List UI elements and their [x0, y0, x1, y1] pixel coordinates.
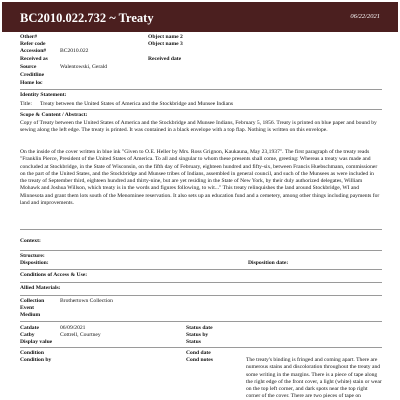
- record-content: [20, 34, 382, 400]
- scope-heading: Scope & Content / Abstract:: [20, 112, 88, 118]
- refer-code-label: Refer code: [20, 41, 46, 47]
- home-loc-label: Home loc: [20, 80, 43, 86]
- divider: [20, 250, 382, 251]
- status-date-label: Status date: [186, 325, 213, 331]
- source-label: Source: [20, 64, 37, 70]
- catdate-label: Catdate: [20, 325, 39, 331]
- record-header: [2, 2, 398, 32]
- object-name-3-label: Object name 3: [148, 41, 183, 47]
- status-label: Status: [186, 339, 201, 345]
- record-title: BC2010.022.732 ~ Treaty: [20, 11, 154, 25]
- condition-by-label: Condition by: [20, 357, 52, 363]
- collection-value: Brothertown Collection: [60, 298, 113, 304]
- conditions-of-access-label: Conditions of Access & Use:: [20, 272, 88, 278]
- allied-materials-label: Allied Materials:: [20, 285, 61, 291]
- event-label: Event: [20, 305, 34, 311]
- cond-notes-value: The treaty's binding is fringed and coming apart. There are numerous stains and discoloration throughout the treaty and some writing in the margins. There is a piece of tape along the right edge of the front cover, a light (white) stain or wear on the top left corner, and dark spots near the top right corner of the cover. There are two pieces of tape on: [246, 357, 382, 400]
- status-by-label: Status by: [186, 332, 209, 338]
- divider: [20, 269, 382, 270]
- received-date-label: Received date: [148, 56, 182, 62]
- accession-label: Accession#: [20, 48, 47, 54]
- disposition-date-label: Disposition date:: [248, 260, 289, 266]
- divider: [20, 347, 382, 348]
- disposition-label: Disposition:: [20, 260, 49, 266]
- title-label: Title:: [20, 101, 32, 107]
- divider: [20, 89, 382, 90]
- condition-label: Condition: [20, 350, 44, 356]
- scope-paragraph-1: Copy of Treaty between the United States of America and the Stockbridge and Munsee Indians, February 5, 1856. Treaty is printed on blue paper and bound by sewing along the left edge. The treaty is printed. It was contained in a black envelope with a top flap. Nothing is written on this envelope.: [20, 120, 377, 134]
- identity-heading: Identity Statement:: [20, 92, 67, 98]
- record-date: 06/22/2021: [350, 13, 380, 20]
- cond-notes-label: Cond notes: [186, 357, 213, 363]
- received-as-label: Received as: [20, 56, 48, 62]
- display-value-label: Display value: [20, 339, 53, 345]
- divider: [20, 229, 382, 230]
- divider: [20, 282, 382, 283]
- other-number-label: Other#: [20, 34, 38, 40]
- divider: [20, 295, 382, 296]
- divider: [20, 109, 382, 110]
- divider: [20, 321, 382, 322]
- structure-label: Structure:: [20, 253, 45, 259]
- title-value: Treaty between the United States of America and the Stockbridge and Munsee Indians: [40, 101, 234, 107]
- context-label: Context:: [20, 238, 41, 244]
- medium-label: Medium: [20, 312, 41, 318]
- source-value: Walentowski, Gerald: [60, 64, 108, 70]
- accession-value: BC2010.022: [60, 48, 89, 54]
- cond-date-label: Cond date: [186, 350, 211, 356]
- collection-label: Collection: [20, 298, 45, 304]
- catby-label: Catby: [20, 332, 35, 338]
- catby-value: Cottrell, Courtney: [60, 332, 101, 338]
- catdate-value: 06/09/2021: [60, 325, 86, 331]
- scope-paragraph-2: On the inside of the cover written in blue ink "Given to O.E. Heller by Mrs. Ross Grignon, Kaukauna, May 23,1937". The first paragraph of the treaty reads "Franklin Pierce, President of the United States of America. To all and singular to whom these presents shall come, greeting: Whereas a treaty was made and concluded at Stockbridge, in the State of Wisconsin, on the fifth day of February, eighteen hundred and fifty-six, between Francis Huebschmann, commissioner on the part of the United States, and the Stockbridge and Munsee tribes of Indians, assembled in general council, and such of the Munsees as were included in the treaty of September third, eighteen hundred and thirty-nine, but are yet residing in the State of New York, by their duly authorized delegates, William Mohawk and Joshua Willson, which treaty is in the words and figures following, to wit..." This treaty relinquishes the land around Stockbridge, WI and Minnesota and grant them lots south of the Menominee reservation. It also sets up an education fund and a cemetery, among other things including payments for land and improvements.: [20, 149, 380, 206]
- object-name-2-label: Object name 2: [148, 34, 183, 40]
- credit-line-label: Creditline: [20, 72, 45, 78]
